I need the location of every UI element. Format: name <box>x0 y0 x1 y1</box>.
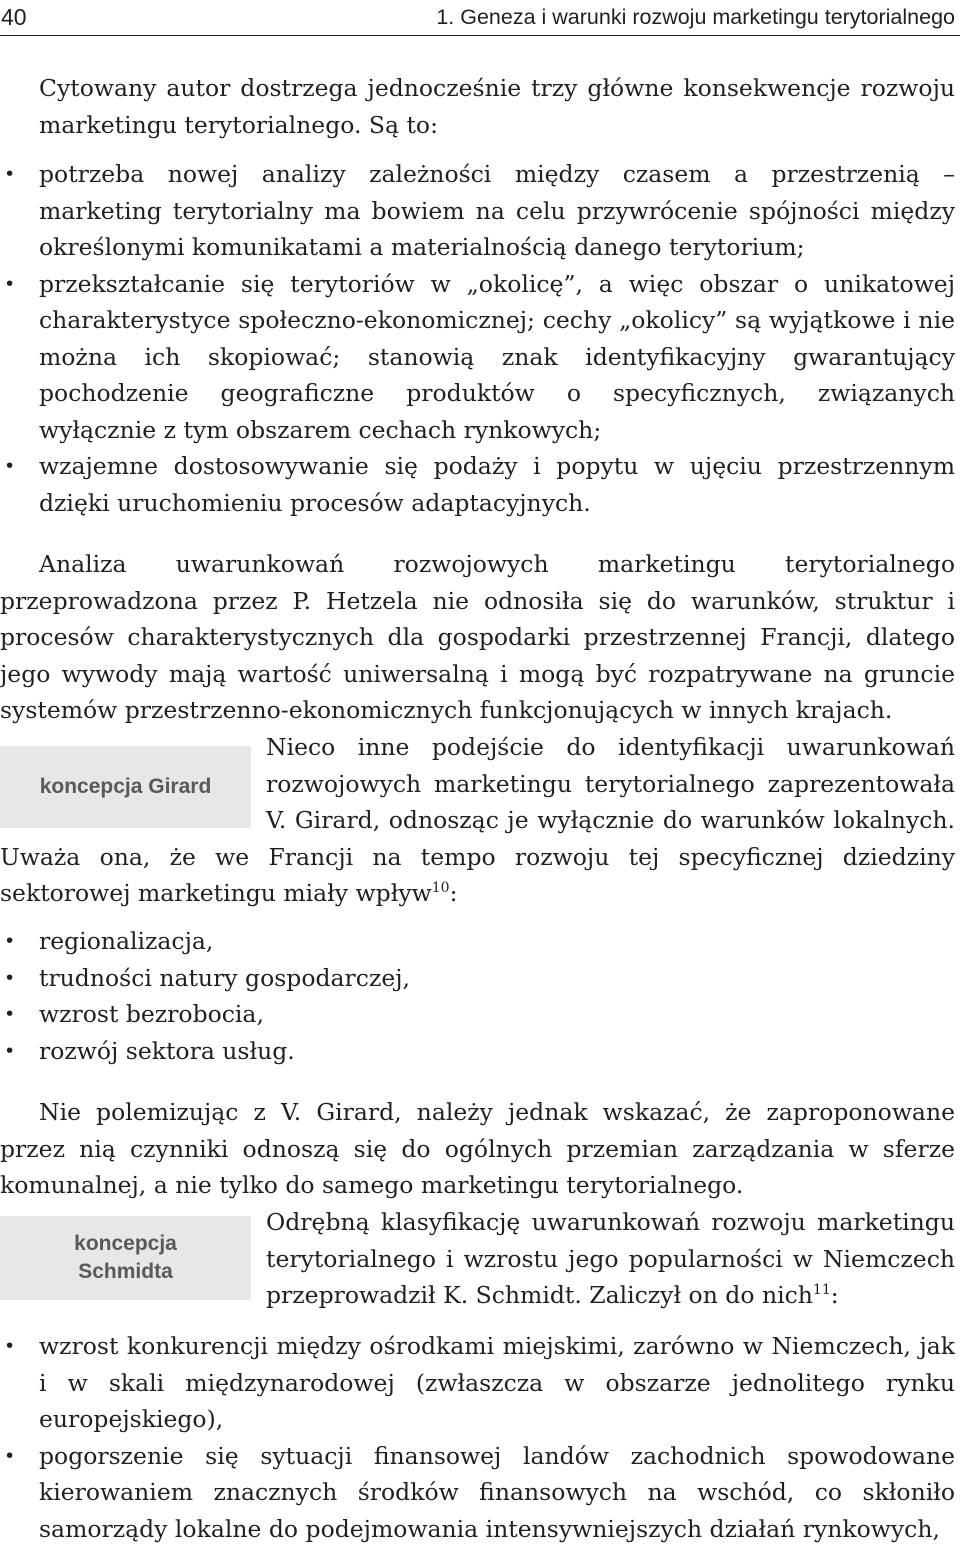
list-item-text: potrzeba nowej analizy zależności między czasem a przestrzenią – marketing terytorialny ma bowiem na celu przywrócenie spójności między określonymi komunikatami a materialnością danego terytorium; <box>39 160 955 261</box>
girard-factors-list <box>0 923 955 1069</box>
bullet-icon: • <box>4 455 16 477</box>
margin-label-schmidt <box>0 1216 251 1300</box>
list-item-text: wzrost konkurencji między ośrodkami miejskimi, zarówno w Niemczech, jak i w skali międzynarodowej (zwłaszcza w obszarze jednolitego rynku europejskiego), <box>39 1332 955 1433</box>
girard-paragraph-text: Nieco inne podejście do identyfikacji uwarunkowań rozwojowych marketingu terytorialnego zaprezentowała V. Girard, odnosząc je wyłącznie do warunków lokalnych. Uważa ona, że we Francji na tempo rozwoju tej specyficznej dziedziny sektorowej marketingu miały wpływ <box>0 733 955 907</box>
running-header <box>0 0 960 36</box>
list-item <box>0 448 955 521</box>
schmidt-factors-list <box>0 1328 955 1547</box>
list-item <box>0 1328 955 1438</box>
list-item-text: wzajemne dostosowywanie się podaży i popytu w ujęciu przestrzennym dzięki uruchomieniu procesów adaptacyjnych. <box>39 452 955 517</box>
polemic-paragraph: Nie polemizując z V. Girard, należy jednak wskazać, że zaproponowane przez nią czynniki odnoszą się do ogólnych przemian zarządzania w sferze komunalnej, a nie tylko do samego marketingu terytorialnego. <box>0 1098 955 1199</box>
girard-paragraph <box>0 729 955 912</box>
bullet-icon: • <box>4 966 16 989</box>
chapter-title: 1. Geneza i warunki rozwoju marketingu terytorialnego <box>436 5 955 29</box>
list-item-text: przekształcanie się terytoriów w „okolicę”, a więc obszar o unikatowej charakterystyce społeczno-ekonomicznej; cechy „okolicy” są wyjątkowe i nie można ich skopiować; stanowią znak identyfikacyjny gwarantujący pochodzenie geograficzne produktów o specyficznych, związanych wyłącznie z tym obszarem cechach rynkowych; <box>39 269 955 444</box>
schmidt-paragraph-text: Odrębną klasyfikację uwarunkowań rozwoju marketingu terytorialnego i wzrostu jego popularności w Niemczech przeprowadził K. Schmidt. Zaliczył on do nich <box>266 1208 955 1309</box>
list-item <box>0 923 955 960</box>
intro-paragraph: Cytowany autor dostrzega jednocześnie trzy główne konsekwencje rozwoju marketingu terytorialnego. Są to: <box>39 74 955 139</box>
bullet-icon: • <box>4 1335 16 1357</box>
list-item <box>0 1438 955 1548</box>
schmidt-paragraph <box>266 1204 955 1314</box>
list-item <box>0 1033 955 1070</box>
list-item <box>0 960 955 997</box>
bullet-icon: • <box>4 930 16 952</box>
paragraph-colon: : <box>830 1281 839 1309</box>
bullet-icon: • <box>4 272 16 295</box>
footnote-ref: 11 <box>812 1282 831 1298</box>
paragraph-colon: : <box>449 879 458 907</box>
margin-spacer <box>0 729 266 838</box>
consequences-list <box>0 156 955 521</box>
bullet-icon: • <box>4 1444 16 1467</box>
list-item-text: rozwój sektora usług. <box>39 1036 295 1065</box>
margin-label-line: koncepcja <box>74 1232 177 1255</box>
page-number: 40 <box>1 4 27 30</box>
bullet-icon: • <box>4 1003 16 1025</box>
footnote-ref: 10 <box>431 880 450 896</box>
list-item <box>0 996 955 1033</box>
bullet-icon: • <box>4 163 16 185</box>
list-item-text: wzrost bezrobocia, <box>39 1000 264 1028</box>
bullet-icon: • <box>4 1039 16 1062</box>
margin-label-line: Schmidta <box>78 1260 173 1283</box>
list-item <box>0 156 955 266</box>
margin-label-text: koncepcja Girard <box>39 775 212 798</box>
list-item-text: trudności natury gospodarczej, <box>39 963 410 992</box>
hetzel-paragraph: Analiza uwarunkowań rozwojowych marketingu terytorialnego przeprowadzona przez P. Hetzela nie odnosiła się do warunków, struktur i procesów charakterystycznych dla gospodarki przestrzennej Francji, dlatego jego wywody mają wartość uniwersalną i mogą być rozpatrywane na gruncie systemów przestrzenno-ekonomicznych funkcjonujących w innych krajach. <box>0 550 955 724</box>
header-rule <box>0 35 960 36</box>
list-item-text: pogorszenie się sytuacji finansowej landów zachodnich spowodowane kierowaniem znacznych środków finansowych na wschód, co skłoniło samorządy lokalne do podejmowania intensywniejszych działań rynkowych, <box>39 1441 955 1543</box>
list-item <box>0 266 955 449</box>
list-item-text: regionalizacja, <box>39 927 214 955</box>
